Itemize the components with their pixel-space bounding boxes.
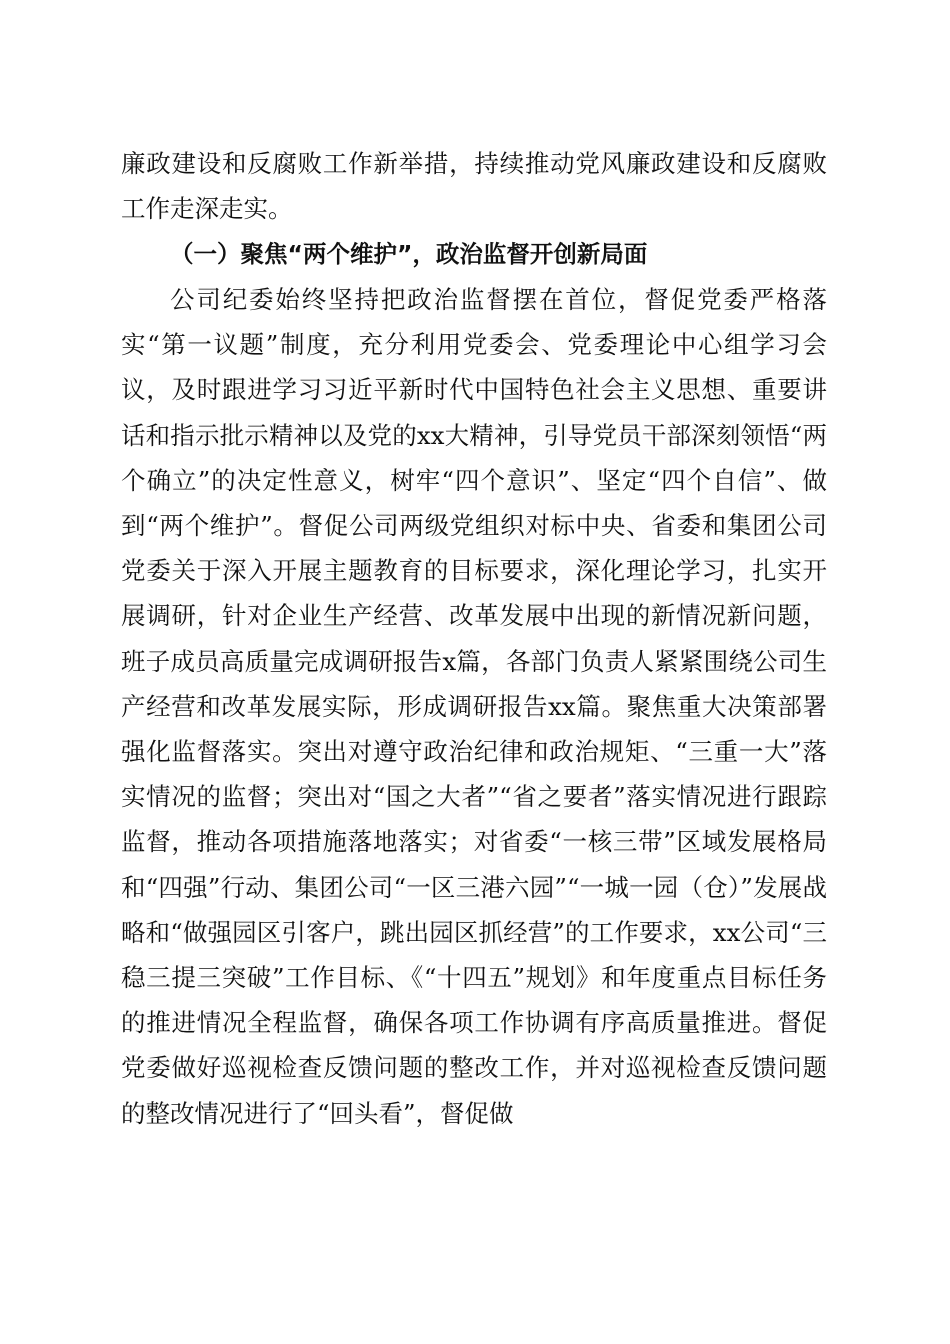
continued-paragraph: 廉政建设和反腐败工作新举措，持续推动党风廉政建设和反腐败工作走深走实。 bbox=[121, 149, 827, 224]
section-heading: （一）聚焦“两个维护”，政治监督开创新局面 bbox=[170, 240, 648, 268]
body-paragraph: 公司纪委始终坚持把政治监督摆在首位，督促党委严格落实“第一议题”制度，充分利用党委会、党委理论中心组学习会议，及时跟进学习习近平新时代中国特色社会主义思想、重要讲话和指示批示精神以及党的xx大精神，引导党员干部深刻领悟“两个确立”的决定性意义，树牢“四个意识”、坚定“四个自信”、做到“两个维护”。督促公司两级党组织对标中央、省委和集团公司党委关于深入开展主题教育的目标要求，深化理论学习，扎实开展调研，针对企业生产经营、改革发展中出现的新情况新问题，班子成员高质量完成调研报告x篇，各部门负责人紧紧围绕公司生产经营和改革发展实际，形成调研报告xx篇。聚焦重大决策部署强化监督落实。突出对遵守政治纪律和政治规矩、“三重一大”落实情况的监督；突出对“国之大者”“省之要者”落实情况进行跟踪监督，推动各项措施落地落实；对省委“一核三带”区域发展格局和“四强”行动、集团公司“一区三港六园”“一城一园（仓）”发展战略和“做强园区引客户，跳出园区抓经营”的工作要求，xx公司“三稳三提三突破”工作目标、《“十四五”规划》和年度重点目标任务的推进情况全程监督，确保各项工作协调有序高质量推进。督促党委做好巡视检查反馈问题的整改工作，并对巡视检查反馈问题的整改情况进行了“回头看”，督促做 bbox=[121, 285, 827, 1128]
